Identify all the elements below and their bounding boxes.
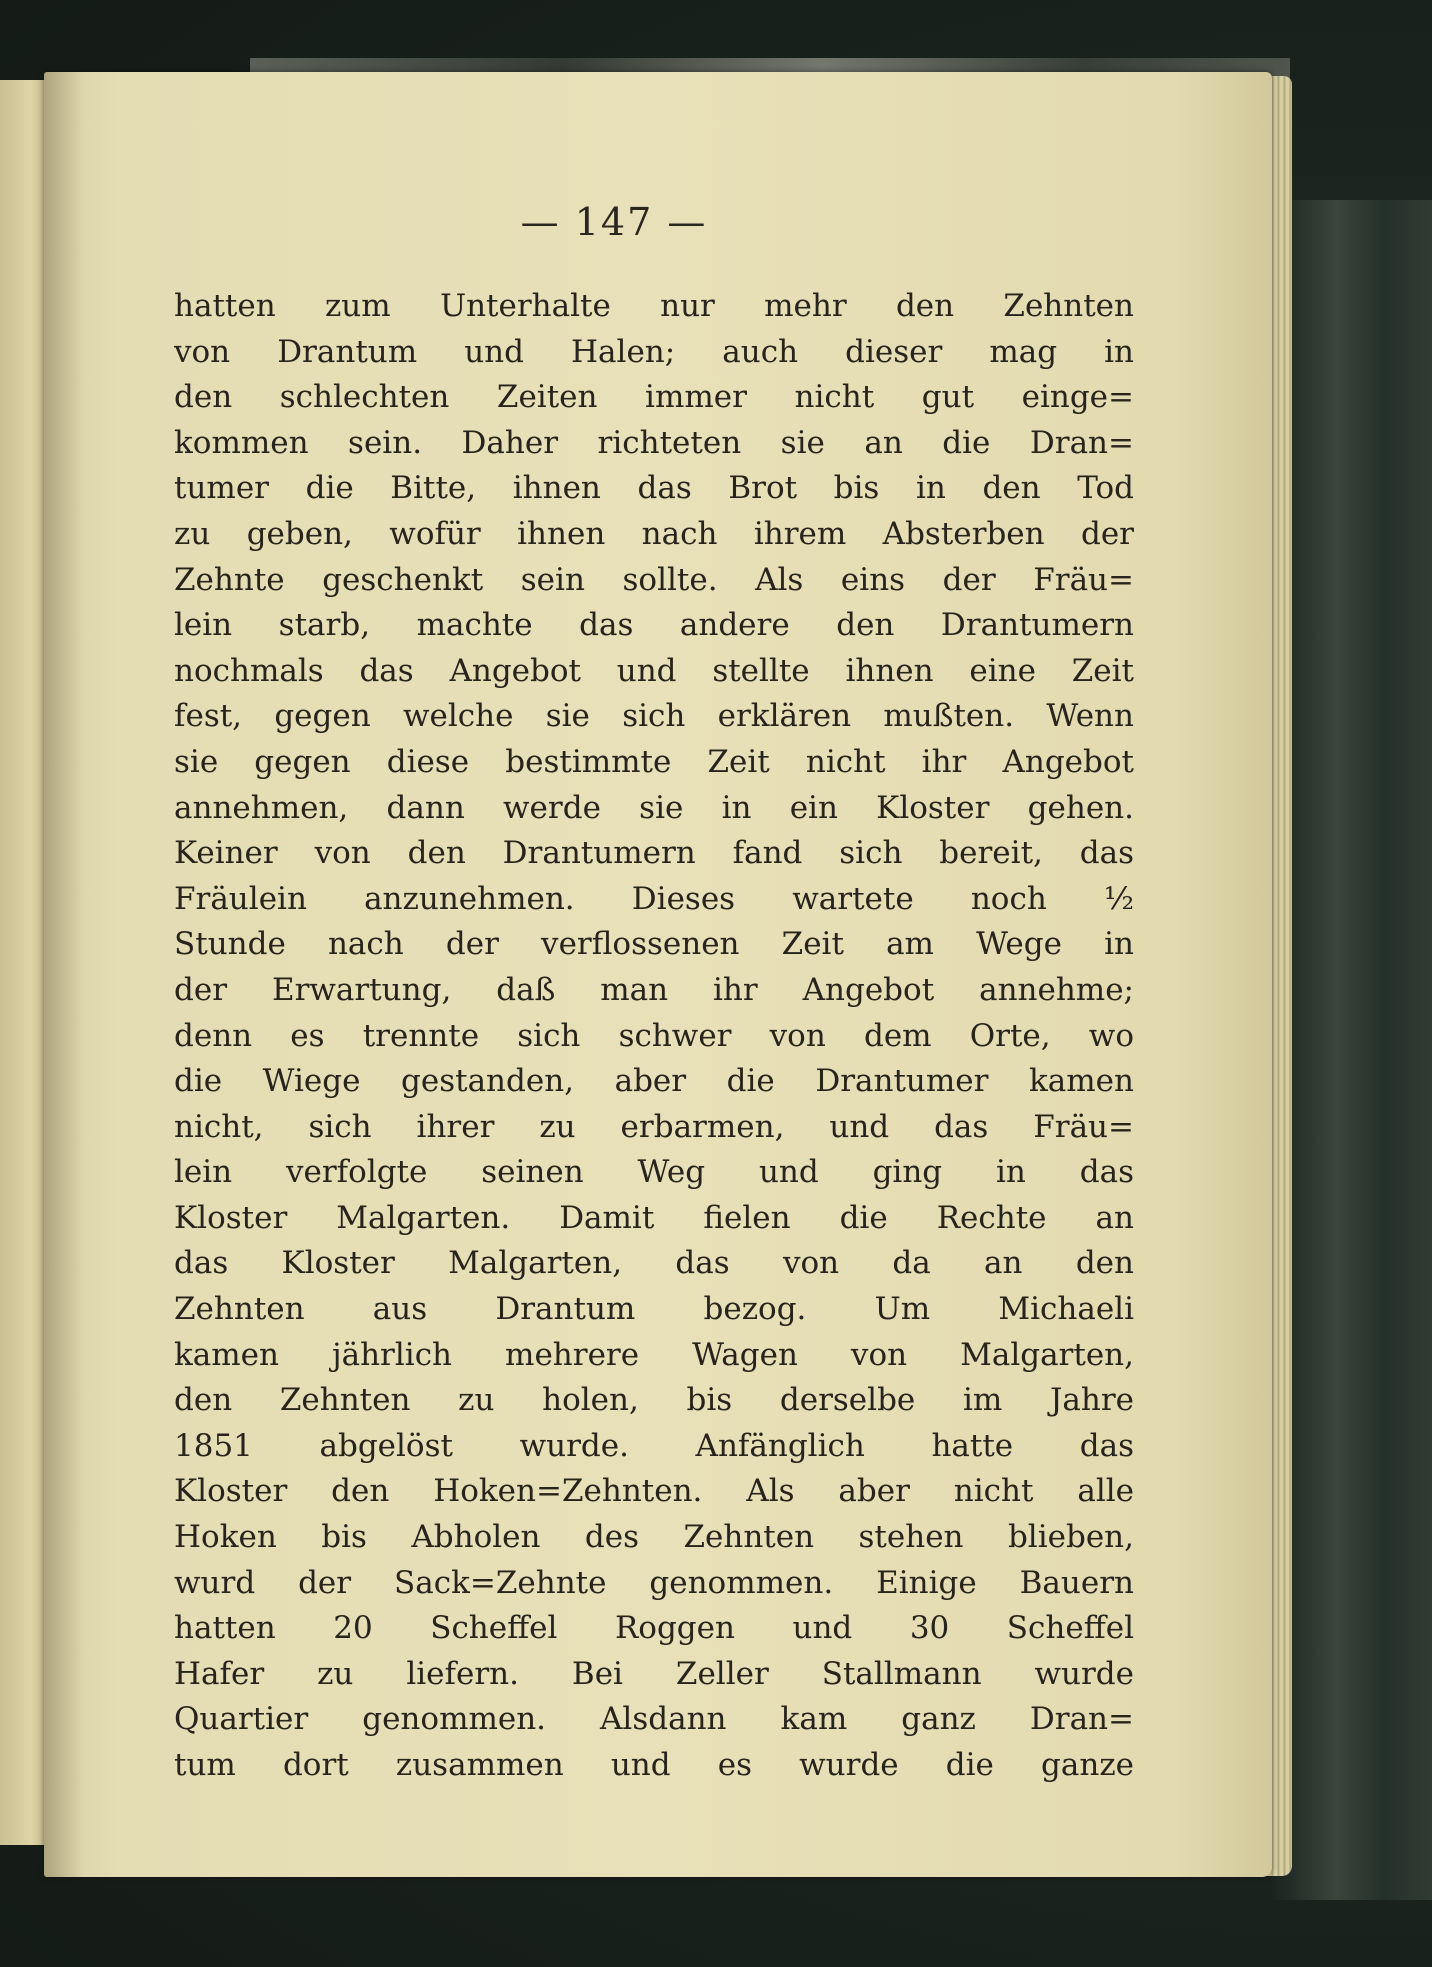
- gutter-shadow: [44, 72, 84, 1877]
- text-line: hatten 20 Scheffel Roggen und 30 Scheffel: [174, 1610, 1134, 1647]
- text-line: tum dort zusammen und es wurde die ganze: [174, 1747, 1134, 1783]
- text-line: nicht, sich ihrer zu erbarmen, und das Fräu=: [174, 1108, 1134, 1145]
- text-line: Quartier genommen. Alsdann kam ganz Dran=: [174, 1701, 1134, 1738]
- text-line: lein verfolgte seinen Weg und ging in das: [174, 1154, 1134, 1191]
- text-line: lein starb, machte das andere den Drantumern: [174, 607, 1134, 644]
- text-line: sie gegen diese bestimmte Zeit nicht ihr Angebot: [174, 743, 1134, 780]
- text-line: den Zehnten zu holen, bis derselbe im Jahre: [174, 1382, 1134, 1419]
- text-line: der Erwartung, daß man ihr Angebot annehme;: [174, 971, 1134, 1008]
- text-line: Kloster Malgarten. Damit fielen die Rechte an: [174, 1199, 1134, 1236]
- text-line: nochmals das Angebot und stellte ihnen eine Zeit: [174, 652, 1134, 689]
- text-line: Zehnte geschenkt sein sollte. Als eins der Fräu=: [174, 561, 1134, 598]
- body-text: [174, 284, 1134, 1789]
- text-line: das Kloster Malgarten, das von da an den: [174, 1245, 1134, 1282]
- text-line: Zehnten aus Drantum bezog. Um Michaeli: [174, 1291, 1134, 1328]
- text-line: kommen sein. Daher richteten sie an die Dran=: [174, 424, 1134, 461]
- book-page: [44, 72, 1272, 1877]
- text-line: den schlechten Zeiten immer nicht gut einge=: [174, 379, 1134, 416]
- text-line: fest, gegen welche sie sich erklären mußten. Wenn: [174, 698, 1134, 735]
- text-line: die Wiege gestanden, aber die Drantumer kamen: [174, 1063, 1134, 1100]
- text-line: zu geben, wofür ihnen nach ihrem Absterben der: [174, 515, 1134, 552]
- text-line: Hafer zu liefern. Bei Zeller Stallmann wurde: [174, 1655, 1134, 1692]
- page-number: — 147 —: [520, 200, 708, 244]
- text-line: Keiner von den Drantumern fand sich bereit, das: [174, 835, 1134, 872]
- text-line: Kloster den Hoken=Zehnten. Als aber nicht alle: [174, 1473, 1134, 1510]
- text-line: Hoken bis Abholen des Zehnten stehen blieben,: [174, 1519, 1134, 1556]
- text-line: Stunde nach der verflossenen Zeit am Wege in: [174, 926, 1134, 963]
- text-line: wurd der Sack=Zehnte genommen. Einige Bauern: [174, 1564, 1134, 1601]
- text-line: annehmen, dann werde sie in ein Kloster gehen.: [174, 789, 1134, 826]
- cover-right-edge: [1272, 200, 1432, 1900]
- text-line: 1851 abgelöst wurde. Anfänglich hatte das: [174, 1427, 1134, 1464]
- text-line: tumer die Bitte, ihnen das Brot bis in den Tod: [174, 470, 1134, 507]
- text-line: denn es trennte sich schwer von dem Orte, wo: [174, 1017, 1134, 1054]
- text-line: von Drantum und Halen; auch dieser mag in: [174, 333, 1134, 370]
- text-line: kamen jährlich mehrere Wagen von Malgarten,: [174, 1336, 1134, 1373]
- text-line: Fräulein anzunehmen. Dieses wartete noch ½: [174, 880, 1134, 917]
- text-line: hatten zum Unterhalte nur mehr den Zehnten: [174, 288, 1134, 324]
